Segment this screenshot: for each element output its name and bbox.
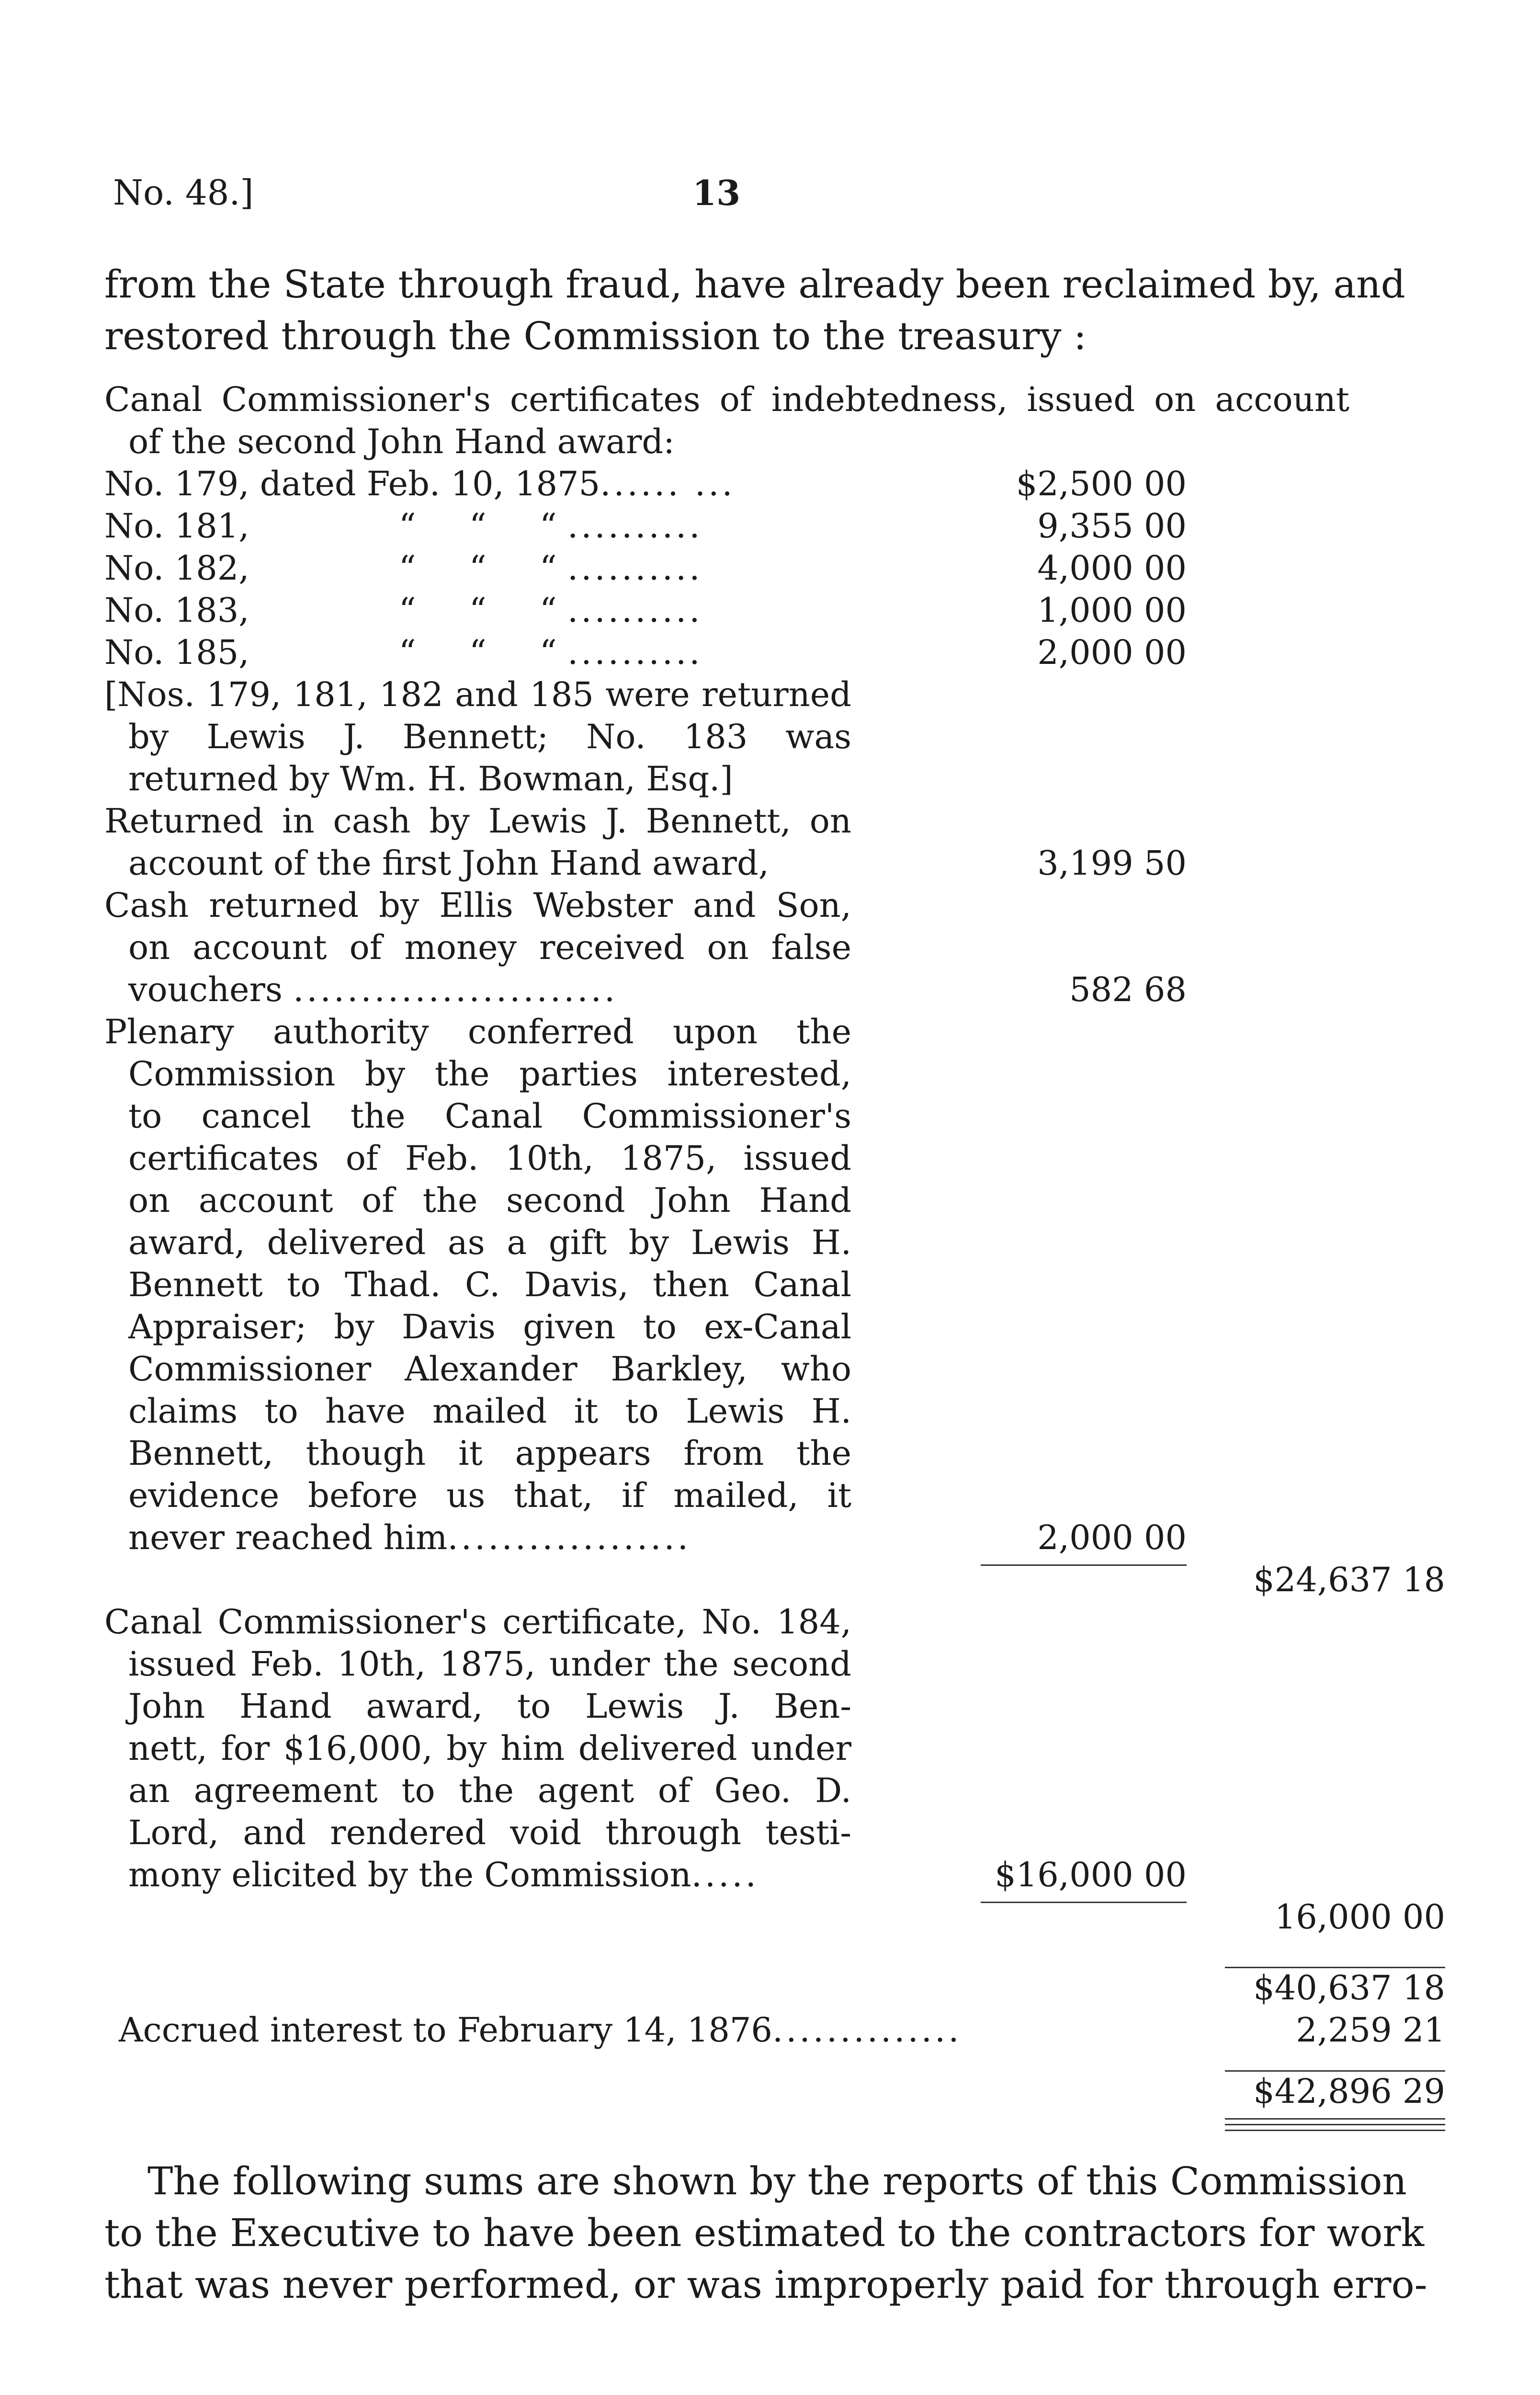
- plenary-line: certificates of Feb. 10th, 1875, issued: [128, 1139, 851, 1178]
- plenary-line: Bennett to Thad. C. Davis, then Canal: [128, 1265, 851, 1304]
- ledger-heading: Canal Commissioner's certificates of indebtedness, issued on account: [104, 380, 1349, 419]
- cert-184-line: an agreement to the agent of Geo. D.: [128, 1771, 851, 1810]
- leader-dots: ..........: [567, 591, 703, 630]
- plenary-line: claims to have mailed it to Lewis H.: [128, 1391, 851, 1431]
- plenary-line: Commissioner Alexander Barkley, who: [128, 1349, 851, 1389]
- ledger-heading: of the second John Hand award:: [128, 422, 675, 461]
- subtotal-one: $24,637 18: [1253, 1560, 1445, 1599]
- plenary-line: Bennett, though it appears from the: [128, 1434, 851, 1473]
- cash-webster-line: on account of money received on false: [128, 928, 851, 967]
- cash-bennett-line: Returned in cash by Lewis J. Bennett, on: [104, 801, 851, 841]
- plenary-line: on account of the second John Hand: [128, 1181, 851, 1220]
- certificate-label: No. 183,: [104, 591, 249, 630]
- closing-line: The following sums are shown by the reports of this Commission: [147, 2159, 1407, 2203]
- plenary-line: award, delivered as a gift by Lewis H.: [128, 1223, 851, 1262]
- intro-paragraph: [104, 259, 1405, 362]
- cert-184-line: issued Feb. 10th, 1875, under the second: [128, 1644, 851, 1684]
- interest-label: Accrued interest to February 14, 1876: [119, 2010, 772, 2050]
- leader-dots: ..................: [447, 1518, 691, 1557]
- plenary-line: evidence before us that, if mailed, it: [128, 1476, 851, 1515]
- certificate-amount: 9,355 00: [1037, 506, 1187, 546]
- double-rule-mid: [1225, 2124, 1445, 2125]
- ditto-marks: “ “ “: [398, 591, 557, 630]
- page-header: [113, 172, 1339, 225]
- document-number: No. 48.]: [113, 172, 254, 213]
- cert-184-amount: $16,000 00: [995, 1855, 1187, 1894]
- certificate-row: [104, 547, 1349, 589]
- leader-dots: ...... ...: [600, 464, 736, 503]
- plenary-line: Plenary authority conferred upon the: [104, 1012, 851, 1051]
- restitution-ledger: [104, 378, 1445, 2112]
- note-line: [Nos. 179, 181, 182 and 185 were returned: [104, 675, 851, 714]
- plenary-line: Appraiser; by Davis given to ex-Canal: [128, 1307, 851, 1346]
- cert-184-line: Lord, and rendered void through testi-: [128, 1813, 851, 1852]
- cash-webster-line: vouchers: [128, 970, 283, 1009]
- ditto-marks: “ “ “: [398, 548, 557, 588]
- ditto-marks: “ “ “: [398, 633, 557, 672]
- certificate-row: [104, 631, 1349, 673]
- certificate-label: No. 179, dated Feb. 10, 1875: [104, 464, 600, 503]
- plenary-line: to cancel the Canal Commissioner's: [128, 1096, 851, 1136]
- interest-amount: 2,259 21: [1296, 2010, 1445, 2050]
- subtotal-two: 16,000 00: [1274, 1897, 1445, 1937]
- certificate-row: [104, 463, 1349, 505]
- page-number: 13: [692, 172, 741, 213]
- certificate-label: No. 182,: [104, 548, 249, 588]
- cash-bennett-line: account of the first John Hand award,: [128, 844, 769, 883]
- subtotal-rule: [981, 1902, 1187, 1903]
- certificate-row: [104, 505, 1349, 547]
- cash-bennett-amount: 3,199 50: [1037, 844, 1187, 883]
- note-line: by Lewis J. Bennett; No. 183 was: [128, 717, 851, 756]
- certificate-label: No. 181,: [104, 506, 249, 546]
- leader-dots: ..........: [567, 548, 703, 588]
- cert-184-line: nett, for $16,000, by him delivered under: [128, 1729, 851, 1768]
- ditto-marks: “ “ “: [398, 506, 557, 546]
- plenary-amount: 2,000 00: [1037, 1518, 1187, 1557]
- closing-line: to the Executive to have been estimated to the contractors for work: [104, 2211, 1425, 2255]
- certificate-amount: 2,000 00: [1037, 633, 1187, 672]
- plenary-line: Commission by the parties interested,: [128, 1054, 851, 1094]
- plenary-line: never reached him: [128, 1518, 448, 1557]
- intro-line: from the State through fraud, have already been reclaimed by, and: [104, 262, 1405, 307]
- cash-webster-line: Cash returned by Ellis Webster and Son,: [104, 886, 851, 925]
- leader-dots: ..........: [567, 506, 703, 546]
- certificate-amount: $2,500 00: [1016, 464, 1187, 503]
- sum-total: $40,637 18: [1253, 1968, 1445, 2007]
- leader-dots: .....: [691, 1855, 759, 1894]
- leader-dots: ..........: [567, 633, 703, 672]
- leader-dots: ..............: [772, 2010, 962, 2050]
- double-rule-top: [1225, 2118, 1445, 2120]
- intro-line: restored through the Commission to the treasury :: [104, 314, 1087, 358]
- certificate-amount: 4,000 00: [1037, 548, 1187, 588]
- closing-line: that was never performed, or was improperly paid for through erro-: [104, 2262, 1427, 2307]
- note-line: returned by Wm. H. Bowman, Esq.]: [128, 759, 733, 798]
- certificate-row: [104, 589, 1349, 631]
- leader-dots: ........................: [293, 970, 618, 1009]
- cash-webster-amount: 582 68: [1069, 970, 1187, 1009]
- cert-184-line: John Hand award, to Lewis J. Ben-: [128, 1687, 851, 1726]
- double-rule-bottom: [1225, 2130, 1445, 2131]
- cert-184-line: Canal Commissioner's certificate, No. 184,: [104, 1602, 851, 1642]
- grand-total: $42,896 29: [1253, 2072, 1445, 2111]
- cert-184-line: mony elicited by the Commission: [128, 1855, 691, 1894]
- certificate-label: No. 185,: [104, 633, 249, 672]
- certificate-amount: 1,000 00: [1037, 591, 1187, 630]
- subtotal-rule: [981, 1564, 1187, 1566]
- closing-paragraph: [104, 2156, 1427, 2311]
